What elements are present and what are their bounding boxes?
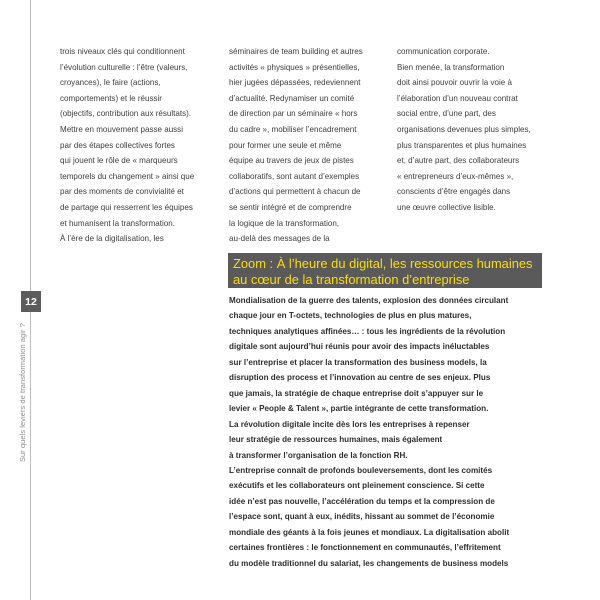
text-line: et humanisent la transformation. [60,218,175,228]
text-line: temporels du changement » ainsi que [60,171,195,181]
text-line: À l’ère de la digitalisation, les [60,234,164,244]
zoom-body-line: digitale sont aujourd’hui réunis pour avoir des impacts inéluctables [229,342,490,352]
text-line: séminaires de team building et autres [229,47,363,56]
text-line: Bien menée, la transformation [397,62,505,72]
text-line: organisations devenues plus simples, [397,124,531,134]
text-line: une œuvre collective lisible. [397,202,496,212]
zoom-body-line: levier « People & Talent », partie intégrante de cette transformation. [229,404,489,414]
zoom-body-line: idée n’est pas nouvelle, l’accélération du temps et la compression de [229,496,495,506]
zoom-body-line: La révolution digitale incite dès lors les entreprises à repenser [229,419,470,429]
zoom-body-line: mondiale des géants à la fois jeunes et mondiaux. La digitalisation abolit [229,527,510,537]
zoom-body-line: à transformer l’organisation de la fonction RH. [229,450,408,460]
text-line: conscients d’être engagés dans [397,187,511,197]
text-line: la logique de la transformation, [229,218,340,228]
text-line: hier jugées dépassées, redeviennent [229,78,361,88]
text-line: du cadre », mobiliser l’encadrement [229,124,357,134]
text-line: communication corporate. [397,47,490,56]
zoom-body-line: certaines frontières : le fonctionnement en communautés, l’effritement [229,543,501,553]
text-line: se sentir intégré et de comprendre [229,202,352,212]
zoom-body-line: Mondialisation de la guerre des talents, explosion des données circulant [229,296,509,305]
zoom-body-line: techniques analytiques affinées… : tous les ingrédients de la révolution [229,326,506,336]
zoom-body-line: chaque jour en T-octets, technologies de plus en plus matures, [229,311,472,321]
text-line: Mettre en mouvement passe aussi [60,124,183,134]
text-line: social entre, d’une part, des [397,109,496,119]
zoom-body-line: du modèle traditionnel du salariat, les changements de business models [229,558,509,568]
zoom-title-line: Zoom : À l’heure du digital, les ressources humaines [233,256,533,271]
text-line: collaboratifs, sont autant d’exemples [229,171,360,181]
text-line: l’élaboration d’un nouveau contrat [397,93,518,103]
zoom-title-box [228,253,542,288]
text-column-3 [397,44,531,216]
text-line: activités « physiques » présentielles, [229,62,360,72]
text-line: trois niveaux clés qui conditionnent [60,47,185,56]
zoom-title-line: au cœur de la transformation d’entreprise [233,271,470,287]
zoom-body-line: L’entreprise connaît de profonds bouleversements, dont les comités [229,465,493,475]
zoom-body-line: sur l’entreprise et placer la transformation des business models, la [229,357,487,367]
zoom-body-line: l’espace sont, quant à eux, inédits, hissant au sommet de l’économie [229,512,495,522]
text-line: doit ainsi pouvoir ouvrir la voie à [397,78,512,88]
text-line: par des étapes collectives fortes [60,140,175,150]
page-number: 12 [21,291,41,312]
text-line: par des moments de convivialité et [60,187,184,197]
text-line: au-delà des messages de la [229,234,330,244]
text-line: qui jouent le rôle de « marqueurs [60,156,178,166]
text-line: « entrepreneurs d’eux-mêmes », [397,171,514,181]
text-column-1 [60,44,194,247]
text-line: d’actions qui permettent à chacun de [229,187,361,197]
text-line: de direction par un séminaire « hors [229,109,358,119]
zoom-body-line: exécutifs et les collaborateurs ont pleinement conscience. Si cette [229,481,485,491]
text-line: d’actualité. Redynamiser un comité [229,93,355,103]
text-line: plus transparentes et plus humaines [397,140,527,150]
text-line: comportements) et le réussir [60,93,162,103]
text-line: de partage qui resserrent les équipes [60,202,193,212]
zoom-body-line: disruption des process et l’innovation au centre de ses enjeux. Plus [229,373,491,383]
text-line: pour former une seule et même [229,140,342,150]
zoom-body-line: leur stratégie de ressources humaines, mais également [229,435,443,445]
running-head: Sur quels leviers de transformation agir ? [18,323,27,462]
zoom-body-line: que jamais, la stratégie de chaque entreprise doit s’appuyer sur le [229,388,484,398]
zoom-body [229,293,509,571]
text-column-2 [229,44,363,247]
text-line: l’évolution culturelle : l’être (valeurs, [60,62,188,72]
text-line: et, d’autre part, des collaborateurs [397,156,520,166]
text-line: croyances), le faire (actions, [60,78,161,88]
text-line: équipe au travers de jeux de pistes [229,156,354,166]
text-line: (objectifs, contribution aux résultats). [60,109,192,119]
